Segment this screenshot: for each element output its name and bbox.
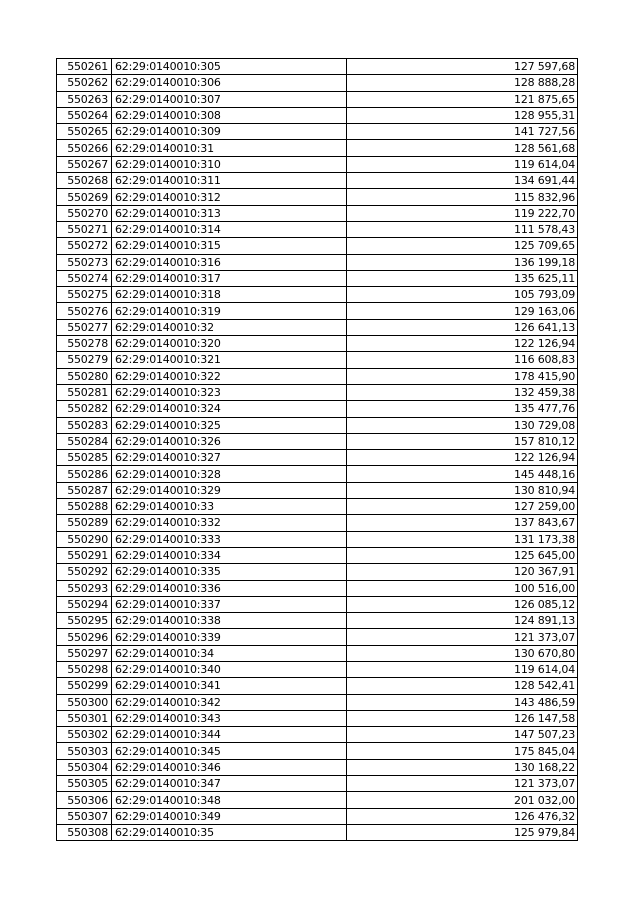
row-number-cell: 550285 (57, 450, 112, 466)
table-row (57, 824, 578, 840)
cadastral-number-cell: 62:29:0140010:334 (112, 547, 347, 563)
table-row (57, 124, 578, 140)
cadastral-number-cell: 62:29:0140010:342 (112, 694, 347, 710)
table-row (57, 580, 578, 596)
row-number-cell: 550271 (57, 221, 112, 237)
row-number-cell: 550275 (57, 287, 112, 303)
table-row (57, 140, 578, 156)
row-number-cell: 550281 (57, 384, 112, 400)
cadastral-value-cell: 131 173,38 (347, 531, 578, 547)
table-row (57, 319, 578, 335)
cadastral-value-cell: 128 955,31 (347, 107, 578, 123)
cadastral-value-cell: 132 459,38 (347, 384, 578, 400)
cadastral-number-cell: 62:29:0140010:323 (112, 384, 347, 400)
cadastral-value-cell: 111 578,43 (347, 221, 578, 237)
table-row (57, 564, 578, 580)
row-number-cell: 550274 (57, 270, 112, 286)
cadastral-value-cell: 126 476,32 (347, 808, 578, 824)
table-row (57, 221, 578, 237)
cadastral-number-cell: 62:29:0140010:348 (112, 792, 347, 808)
row-number-cell: 550296 (57, 629, 112, 645)
table-row (57, 336, 578, 352)
row-number-cell: 550267 (57, 156, 112, 172)
cadastral-value-cell: 124 891,13 (347, 613, 578, 629)
table-row (57, 91, 578, 107)
cadastral-number-cell: 62:29:0140010:340 (112, 661, 347, 677)
row-number-cell: 550287 (57, 482, 112, 498)
row-number-cell: 550263 (57, 91, 112, 107)
table-row (57, 59, 578, 75)
table-row (57, 482, 578, 498)
cadastral-value-cell: 137 843,67 (347, 515, 578, 531)
cadastral-number-cell: 62:29:0140010:345 (112, 743, 347, 759)
table-row (57, 401, 578, 417)
table-row (57, 694, 578, 710)
cadastral-number-cell: 62:29:0140010:339 (112, 629, 347, 645)
table-row (57, 417, 578, 433)
row-number-cell: 550277 (57, 319, 112, 335)
cadastral-value-cell: 175 845,04 (347, 743, 578, 759)
cadastral-number-cell: 62:29:0140010:346 (112, 759, 347, 775)
cadastral-number-cell: 62:29:0140010:344 (112, 727, 347, 743)
row-number-cell: 550265 (57, 124, 112, 140)
cadastral-value-cell: 122 126,94 (347, 450, 578, 466)
table-row (57, 75, 578, 91)
cadastral-value-cell: 201 032,00 (347, 792, 578, 808)
table-row (57, 661, 578, 677)
row-number-cell: 550284 (57, 433, 112, 449)
cadastral-number-cell: 62:29:0140010:34 (112, 645, 347, 661)
cadastral-value-cell: 127 259,00 (347, 499, 578, 515)
table-body (57, 59, 578, 841)
cadastral-value-cell: 119 222,70 (347, 205, 578, 221)
cadastral-number-cell: 62:29:0140010:317 (112, 270, 347, 286)
row-number-cell: 550279 (57, 352, 112, 368)
cadastral-number-cell: 62:29:0140010:314 (112, 221, 347, 237)
cadastral-number-cell: 62:29:0140010:341 (112, 678, 347, 694)
table-row (57, 743, 578, 759)
row-number-cell: 550294 (57, 596, 112, 612)
row-number-cell: 550272 (57, 238, 112, 254)
cadastral-value-cell: 130 670,80 (347, 645, 578, 661)
table-row (57, 205, 578, 221)
cadastral-value-cell: 130 168,22 (347, 759, 578, 775)
cadastral-number-cell: 62:29:0140010:319 (112, 303, 347, 319)
cadastral-number-cell: 62:29:0140010:326 (112, 433, 347, 449)
cadastral-number-cell: 62:29:0140010:315 (112, 238, 347, 254)
cadastral-value-cell: 122 126,94 (347, 336, 578, 352)
cadastral-value-cell: 128 542,41 (347, 678, 578, 694)
table-row (57, 384, 578, 400)
cadastral-value-table (56, 58, 578, 841)
cadastral-value-cell: 136 199,18 (347, 254, 578, 270)
row-number-cell: 550299 (57, 678, 112, 694)
cadastral-value-cell: 145 448,16 (347, 466, 578, 482)
row-number-cell: 550273 (57, 254, 112, 270)
row-number-cell: 550286 (57, 466, 112, 482)
cadastral-number-cell: 62:29:0140010:312 (112, 189, 347, 205)
cadastral-value-cell: 105 793,09 (347, 287, 578, 303)
table-row (57, 515, 578, 531)
cadastral-value-cell: 130 810,94 (347, 482, 578, 498)
cadastral-number-cell: 62:29:0140010:306 (112, 75, 347, 91)
table-row (57, 792, 578, 808)
cadastral-value-cell: 121 875,65 (347, 91, 578, 107)
row-number-cell: 550298 (57, 661, 112, 677)
cadastral-value-cell: 128 561,68 (347, 140, 578, 156)
row-number-cell: 550282 (57, 401, 112, 417)
cadastral-value-cell: 125 645,00 (347, 547, 578, 563)
table-row (57, 531, 578, 547)
row-number-cell: 550289 (57, 515, 112, 531)
row-number-cell: 550268 (57, 173, 112, 189)
cadastral-value-cell: 100 516,00 (347, 580, 578, 596)
cadastral-value-cell: 121 373,07 (347, 629, 578, 645)
table-row (57, 499, 578, 515)
row-number-cell: 550266 (57, 140, 112, 156)
table-row (57, 270, 578, 286)
table-row (57, 759, 578, 775)
cadastral-number-cell: 62:29:0140010:32 (112, 319, 347, 335)
row-number-cell: 550290 (57, 531, 112, 547)
table-row (57, 189, 578, 205)
table-row (57, 156, 578, 172)
cadastral-value-cell: 119 614,04 (347, 661, 578, 677)
cadastral-number-cell: 62:29:0140010:307 (112, 91, 347, 107)
table-row (57, 727, 578, 743)
cadastral-value-cell: 141 727,56 (347, 124, 578, 140)
row-number-cell: 550288 (57, 499, 112, 515)
cadastral-value-cell: 157 810,12 (347, 433, 578, 449)
cadastral-number-cell: 62:29:0140010:33 (112, 499, 347, 515)
row-number-cell: 550303 (57, 743, 112, 759)
table-row (57, 710, 578, 726)
cadastral-value-cell: 121 373,07 (347, 776, 578, 792)
cadastral-number-cell: 62:29:0140010:329 (112, 482, 347, 498)
row-number-cell: 550291 (57, 547, 112, 563)
table-row (57, 368, 578, 384)
cadastral-value-cell: 130 729,08 (347, 417, 578, 433)
table-row (57, 629, 578, 645)
row-number-cell: 550264 (57, 107, 112, 123)
cadastral-value-cell: 178 415,90 (347, 368, 578, 384)
cadastral-number-cell: 62:29:0140010:321 (112, 352, 347, 368)
cadastral-number-cell: 62:29:0140010:35 (112, 824, 347, 840)
cadastral-value-cell: 126 085,12 (347, 596, 578, 612)
row-number-cell: 550297 (57, 645, 112, 661)
cadastral-number-cell: 62:29:0140010:327 (112, 450, 347, 466)
cadastral-number-cell: 62:29:0140010:336 (112, 580, 347, 596)
row-number-cell: 550305 (57, 776, 112, 792)
cadastral-number-cell: 62:29:0140010:316 (112, 254, 347, 270)
table-row (57, 776, 578, 792)
cadastral-number-cell: 62:29:0140010:333 (112, 531, 347, 547)
cadastral-value-cell: 147 507,23 (347, 727, 578, 743)
cadastral-number-cell: 62:29:0140010:320 (112, 336, 347, 352)
cadastral-number-cell: 62:29:0140010:318 (112, 287, 347, 303)
cadastral-value-cell: 129 163,06 (347, 303, 578, 319)
cadastral-number-cell: 62:29:0140010:335 (112, 564, 347, 580)
cadastral-value-cell: 116 608,83 (347, 352, 578, 368)
row-number-cell: 550301 (57, 710, 112, 726)
cadastral-number-cell: 62:29:0140010:309 (112, 124, 347, 140)
row-number-cell: 550292 (57, 564, 112, 580)
cadastral-number-cell: 62:29:0140010:325 (112, 417, 347, 433)
cadastral-value-cell: 143 486,59 (347, 694, 578, 710)
cadastral-value-cell: 126 641,13 (347, 319, 578, 335)
cadastral-number-cell: 62:29:0140010:338 (112, 613, 347, 629)
cadastral-value-cell: 115 832,96 (347, 189, 578, 205)
cadastral-number-cell: 62:29:0140010:31 (112, 140, 347, 156)
table-row (57, 808, 578, 824)
table-row (57, 547, 578, 563)
cadastral-number-cell: 62:29:0140010:308 (112, 107, 347, 123)
row-number-cell: 550295 (57, 613, 112, 629)
cadastral-value-cell: 119 614,04 (347, 156, 578, 172)
table-row (57, 613, 578, 629)
table-row (57, 645, 578, 661)
row-number-cell: 550278 (57, 336, 112, 352)
row-number-cell: 550304 (57, 759, 112, 775)
cadastral-number-cell: 62:29:0140010:347 (112, 776, 347, 792)
cadastral-number-cell: 62:29:0140010:328 (112, 466, 347, 482)
row-number-cell: 550276 (57, 303, 112, 319)
cadastral-number-cell: 62:29:0140010:324 (112, 401, 347, 417)
row-number-cell: 550307 (57, 808, 112, 824)
table-row (57, 352, 578, 368)
table-row (57, 678, 578, 694)
table-row (57, 254, 578, 270)
table-row (57, 287, 578, 303)
cadastral-number-cell: 62:29:0140010:332 (112, 515, 347, 531)
cadastral-number-cell: 62:29:0140010:322 (112, 368, 347, 384)
cadastral-number-cell: 62:29:0140010:343 (112, 710, 347, 726)
row-number-cell: 550283 (57, 417, 112, 433)
row-number-cell: 550293 (57, 580, 112, 596)
cadastral-number-cell: 62:29:0140010:305 (112, 59, 347, 75)
cadastral-value-cell: 120 367,91 (347, 564, 578, 580)
cadastral-value-cell: 134 691,44 (347, 173, 578, 189)
row-number-cell: 550300 (57, 694, 112, 710)
table-row (57, 238, 578, 254)
cadastral-value-cell: 125 979,84 (347, 824, 578, 840)
row-number-cell: 550270 (57, 205, 112, 221)
row-number-cell: 550269 (57, 189, 112, 205)
cadastral-value-cell: 128 888,28 (347, 75, 578, 91)
cadastral-value-cell: 126 147,58 (347, 710, 578, 726)
cadastral-number-cell: 62:29:0140010:311 (112, 173, 347, 189)
cadastral-number-cell: 62:29:0140010:310 (112, 156, 347, 172)
row-number-cell: 550306 (57, 792, 112, 808)
cadastral-number-cell: 62:29:0140010:313 (112, 205, 347, 221)
row-number-cell: 550262 (57, 75, 112, 91)
row-number-cell: 550261 (57, 59, 112, 75)
table-row (57, 107, 578, 123)
row-number-cell: 550280 (57, 368, 112, 384)
row-number-cell: 550302 (57, 727, 112, 743)
cadastral-value-cell: 135 477,76 (347, 401, 578, 417)
row-number-cell: 550308 (57, 824, 112, 840)
table-row (57, 433, 578, 449)
table-row (57, 303, 578, 319)
cadastral-value-cell: 125 709,65 (347, 238, 578, 254)
cadastral-value-cell: 135 625,11 (347, 270, 578, 286)
cadastral-number-cell: 62:29:0140010:349 (112, 808, 347, 824)
table-row (57, 596, 578, 612)
cadastral-number-cell: 62:29:0140010:337 (112, 596, 347, 612)
table-row (57, 173, 578, 189)
table-row (57, 466, 578, 482)
cadastral-value-cell: 127 597,68 (347, 59, 578, 75)
table-row (57, 450, 578, 466)
